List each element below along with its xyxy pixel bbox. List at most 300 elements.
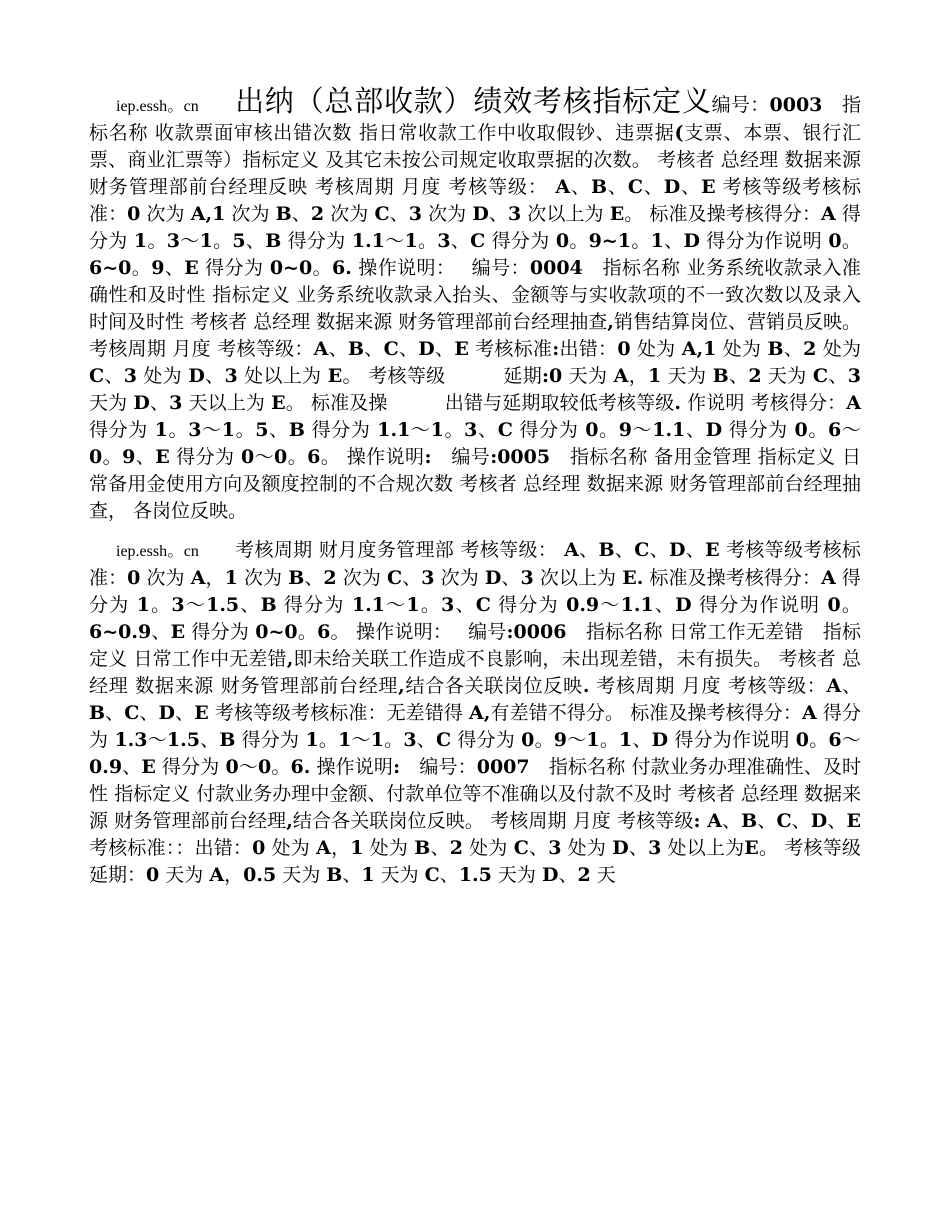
text-run: 、 bbox=[268, 419, 289, 441]
text-run: 1.1 bbox=[620, 594, 654, 616]
text-run: 、 bbox=[199, 729, 220, 751]
text-run: 1 bbox=[370, 729, 384, 751]
text-run: 2 bbox=[310, 203, 325, 225]
text-run: 、 bbox=[528, 837, 549, 859]
text-run: B bbox=[89, 702, 106, 724]
body-text bbox=[89, 539, 918, 886]
text-run: 。 bbox=[147, 230, 167, 252]
text-run: 操作说明： 编号： bbox=[351, 257, 530, 279]
text-run: 1 bbox=[404, 230, 418, 252]
text-run: 。 操作说明 bbox=[320, 446, 425, 468]
text-run: 1 bbox=[133, 230, 148, 252]
text-run: , bbox=[286, 648, 294, 670]
text-run: 。 bbox=[569, 230, 589, 252]
text-run: 。 标准及操考核得分： bbox=[624, 203, 822, 225]
text-run: 、 bbox=[607, 176, 628, 198]
text-run: C bbox=[89, 365, 105, 387]
text-run: 、 bbox=[105, 702, 125, 724]
text-run: :0 bbox=[542, 365, 563, 387]
text-run: 。 bbox=[419, 594, 442, 616]
text-run: E bbox=[184, 257, 199, 279]
text-run: 、 bbox=[728, 365, 749, 387]
text-run: 3 bbox=[464, 419, 478, 441]
text-run: 。 bbox=[131, 257, 152, 279]
text-run: 3 bbox=[408, 203, 422, 225]
text-run: 0 bbox=[795, 729, 810, 751]
text-run: 。 bbox=[807, 419, 829, 441]
text-run: 标准及操考核得分： bbox=[643, 567, 822, 589]
text-run: 、 bbox=[653, 594, 676, 616]
text-run: A bbox=[821, 567, 836, 589]
text-run: C bbox=[374, 203, 390, 225]
text-run: 3 bbox=[188, 419, 202, 441]
text-run: 0 bbox=[585, 419, 599, 441]
text-run: 、 bbox=[828, 365, 848, 387]
text-run: 、 bbox=[477, 419, 498, 441]
text-run: 5 bbox=[232, 230, 246, 252]
text-run: 0003 bbox=[769, 94, 823, 116]
text-run: E bbox=[609, 203, 625, 225]
text-run: 3 bbox=[224, 365, 238, 387]
text-run: C bbox=[124, 702, 140, 724]
text-run: 。 bbox=[102, 446, 123, 468]
text-run: C bbox=[475, 594, 491, 616]
text-run: . bbox=[674, 392, 681, 414]
text-run: 考核周期 财月度务管理部 考核等级： bbox=[234, 539, 558, 561]
text-run: 9~1 bbox=[588, 230, 632, 252]
text-run: 考核标准 bbox=[468, 338, 553, 360]
text-run: A,1 bbox=[681, 338, 717, 360]
text-run: A bbox=[209, 864, 225, 886]
text-run: 、 bbox=[827, 810, 847, 832]
text-run: . bbox=[582, 675, 590, 697]
text-run: 0007 bbox=[476, 756, 530, 778]
text-run: , bbox=[286, 810, 293, 832]
text-run: D bbox=[810, 810, 828, 832]
text-run: 1 bbox=[650, 230, 664, 252]
text-run: 。 bbox=[167, 419, 189, 441]
text-run: 、 bbox=[342, 864, 362, 886]
text-run: 出错： bbox=[559, 338, 618, 360]
text-run: E bbox=[454, 338, 469, 360]
text-run: E bbox=[701, 176, 716, 198]
text-run: 、 bbox=[434, 338, 455, 360]
text-run: E bbox=[846, 810, 861, 832]
text-run: 次为 bbox=[225, 203, 276, 225]
text-run: 6 bbox=[828, 729, 842, 751]
text-run: 天为 bbox=[562, 365, 614, 387]
text-run: ， bbox=[224, 864, 244, 886]
text-run: 0.9 bbox=[89, 756, 123, 778]
text-run: 2 bbox=[803, 338, 817, 360]
text-run: 处以上为 bbox=[661, 837, 745, 859]
text-run: 销售结算岗位、营销员反映。 考核周期 月度 考核等级： bbox=[89, 311, 861, 360]
text-run: 9 bbox=[122, 446, 136, 468]
text-run: 、 bbox=[402, 567, 422, 589]
text-run: D bbox=[705, 419, 723, 441]
text-run: 编号： bbox=[711, 94, 770, 116]
text-run: 9 bbox=[618, 419, 632, 441]
text-run: , bbox=[398, 675, 405, 697]
text-run: 指标名称 日常工作无差错 指标定义 日常工作中无差错 bbox=[89, 621, 861, 670]
text-run: 处为 bbox=[137, 365, 189, 387]
site-watermark: iep.essh。cn bbox=[116, 543, 199, 560]
text-run: D bbox=[651, 729, 669, 751]
text-run: 。 bbox=[840, 594, 861, 616]
text-run: ( bbox=[674, 122, 684, 144]
text-run: 、 bbox=[104, 365, 124, 387]
text-run: 、 bbox=[614, 539, 635, 561]
text-run: 得分为 bbox=[722, 419, 795, 441]
text-run: 5 bbox=[255, 419, 269, 441]
text-run: 、 bbox=[632, 729, 652, 751]
text-run: 处为 bbox=[630, 338, 682, 360]
text-run: B bbox=[275, 203, 292, 225]
text-run: 0 bbox=[828, 230, 842, 252]
text-run: 得分为 bbox=[512, 419, 586, 441]
text-run: 次为 bbox=[140, 203, 191, 225]
text-run: 3 bbox=[520, 567, 534, 589]
text-run: 次为 bbox=[324, 203, 375, 225]
text-run: 、 bbox=[685, 539, 706, 561]
text-run: 处为 bbox=[561, 837, 613, 859]
text-run: ～ bbox=[238, 756, 259, 778]
text-run: 次为 bbox=[421, 203, 473, 225]
text-run: 作说明 考核得分： bbox=[680, 392, 847, 414]
text-run: B bbox=[712, 365, 729, 387]
text-run: 0 bbox=[521, 729, 535, 751]
text-run: 考核周期 月度 考核等级： bbox=[589, 675, 827, 697]
text-run: 、 bbox=[501, 567, 521, 589]
text-run: 、 bbox=[578, 539, 599, 561]
text-run: C bbox=[424, 864, 440, 886]
text-run: 得分为 bbox=[276, 594, 352, 616]
text-run: 得分为 bbox=[198, 257, 270, 279]
text-run: 1.1 bbox=[351, 594, 385, 616]
text-run: E bbox=[170, 621, 186, 643]
text-run: 天为 bbox=[159, 864, 210, 886]
text-run: 1 bbox=[648, 365, 662, 387]
text-run: 。 bbox=[809, 729, 829, 751]
text-run: E bbox=[705, 539, 720, 561]
text-run: 次为 bbox=[434, 567, 485, 589]
text-run: 、 bbox=[151, 621, 171, 643]
text-run: 得分为作说明 bbox=[668, 729, 796, 751]
text-run: D bbox=[472, 203, 489, 225]
text-run: 、 bbox=[450, 230, 471, 252]
text-run: ～ bbox=[567, 729, 587, 751]
text-run: 天以上为 bbox=[182, 392, 272, 414]
text-run: 天为 bbox=[491, 864, 542, 886]
text-run: B bbox=[288, 419, 305, 441]
text-run: 2 bbox=[449, 837, 463, 859]
text-run: 3 bbox=[507, 203, 522, 225]
text-run: 。 标准及操 出错与延期取较低考核等级 bbox=[285, 392, 675, 414]
text-run: 。 bbox=[318, 729, 339, 751]
text-run: 1 bbox=[199, 230, 213, 252]
text-run: 1 bbox=[430, 419, 444, 441]
text-run: : bbox=[552, 338, 560, 360]
text-run: 得分为 bbox=[485, 230, 556, 252]
text-run: 。 考核等级 延期： bbox=[89, 837, 918, 886]
text-run: : A bbox=[693, 810, 722, 832]
text-run: 得分为 bbox=[304, 419, 378, 441]
text-run: 。 bbox=[841, 230, 861, 252]
text-run: 、 bbox=[291, 203, 311, 225]
text-run: A bbox=[826, 675, 842, 697]
text-run: A,1 bbox=[190, 203, 226, 225]
text-run: ～ bbox=[384, 230, 405, 252]
text-run: 0 bbox=[827, 594, 841, 616]
text-run: 指标名称 付款业务办理准确性、及时性 指标定义 付款业务办理中金额、付款单位等不准确以及付款不及时 考核者 总经理 数据来源 财务管理部前台经理 bbox=[89, 756, 861, 832]
text-run: 0 bbox=[240, 446, 255, 468]
text-run: ～ bbox=[254, 446, 275, 468]
text-run: 6 bbox=[317, 621, 331, 643]
text-run: 3 bbox=[441, 594, 455, 616]
text-run: 0 bbox=[225, 756, 239, 778]
text-run: 1.1 bbox=[652, 419, 686, 441]
text-run: B bbox=[414, 837, 431, 859]
text-run: 1 bbox=[154, 419, 168, 441]
text-run: 、 bbox=[245, 230, 266, 252]
text-run: C bbox=[776, 810, 792, 832]
text-run: ～ bbox=[201, 419, 222, 441]
text-run: E bbox=[194, 702, 209, 724]
text-run: 、 bbox=[649, 539, 669, 561]
text-run: 得分为 bbox=[235, 729, 306, 751]
text-run: 3 bbox=[403, 729, 417, 751]
text-run: 考核等级考核标准：无差错得 bbox=[208, 702, 470, 724]
text-run: 。 bbox=[212, 230, 233, 252]
text-run: ～ bbox=[631, 419, 653, 441]
text-run: ～ bbox=[351, 729, 371, 751]
text-run: D bbox=[133, 392, 150, 414]
text-run: 得分为 bbox=[185, 621, 256, 643]
text-run: 9 bbox=[151, 257, 165, 279]
text-run: D bbox=[484, 567, 502, 589]
text-run: 0 bbox=[274, 446, 288, 468]
text-run: C bbox=[812, 365, 829, 387]
text-run: C bbox=[627, 176, 643, 198]
text-run: B bbox=[265, 230, 282, 252]
text-run: 天为 bbox=[761, 365, 813, 387]
text-run: 1 bbox=[224, 567, 238, 589]
text-run: B bbox=[590, 176, 607, 198]
text-run: D bbox=[418, 338, 435, 360]
text-run: 、 bbox=[791, 810, 811, 832]
text-run: 3 bbox=[123, 365, 137, 387]
text-run: A bbox=[190, 567, 206, 589]
text-run: 得分为 bbox=[89, 419, 155, 441]
text-run: ， bbox=[628, 365, 649, 387]
text-run: 0 bbox=[127, 567, 141, 589]
site-watermark: iep.essh。cn bbox=[116, 98, 199, 115]
text-run: D bbox=[668, 539, 686, 561]
text-run: 3 bbox=[437, 230, 451, 252]
text-run: 次以上为 bbox=[533, 567, 623, 589]
text-run: 得分为 bbox=[169, 446, 241, 468]
text-run: 次以上为 bbox=[521, 203, 610, 225]
text-run: 、 bbox=[122, 756, 142, 778]
text-run: 。 bbox=[383, 729, 404, 751]
text-run: 编号： bbox=[400, 756, 477, 778]
text-run: 3 bbox=[847, 365, 861, 387]
text-run: 。 操作说明： 编号 bbox=[330, 621, 507, 643]
text-run: 0~0 bbox=[269, 257, 313, 279]
text-run: 得分为作说明 bbox=[691, 594, 828, 616]
text-run: D bbox=[663, 176, 681, 198]
text-run: 1 bbox=[619, 729, 633, 751]
text-run: :0005 bbox=[490, 446, 551, 468]
text-run: D bbox=[683, 230, 700, 252]
text-run: 0.9 bbox=[566, 594, 600, 616]
text-run: ～ bbox=[179, 230, 200, 252]
text-run: 处为 bbox=[363, 837, 415, 859]
text-run: 指标名称 备用金管理 指标定义 日常备用金使用方向及额度控制的不合规次数 考核者 总经理 数据来源 财务管理部前台经理抽查， 各岗位反映。 bbox=[89, 446, 861, 522]
text-run: 、 bbox=[685, 419, 706, 441]
text-run: 得分为 bbox=[89, 567, 861, 616]
text-run: A bbox=[801, 702, 817, 724]
text-run: 1 bbox=[338, 729, 352, 751]
text-run: :0006 bbox=[506, 621, 567, 643]
text-run: 2 bbox=[748, 365, 762, 387]
text-run: C bbox=[634, 539, 650, 561]
text-run: C bbox=[470, 230, 486, 252]
text-run: 、 bbox=[416, 729, 436, 751]
text-run: 。 bbox=[534, 729, 554, 751]
text-run: B bbox=[326, 864, 343, 886]
text-run: 1 bbox=[136, 594, 150, 616]
text-run: D bbox=[158, 702, 176, 724]
text-run: 、 bbox=[149, 392, 170, 414]
text-run: 0004 bbox=[529, 257, 583, 279]
text-run: 1.3 bbox=[114, 729, 148, 751]
text-run: 、 bbox=[642, 176, 664, 198]
text-run: 、 bbox=[783, 338, 804, 360]
text-run: 3 bbox=[169, 392, 183, 414]
text-run: 。 bbox=[599, 729, 620, 751]
text-run: 次为 bbox=[237, 567, 289, 589]
text-run: 考核等级考核标准： bbox=[89, 176, 861, 225]
page-title: 出纳（总部收款）绩效考核指标定义 bbox=[234, 84, 712, 118]
text-run: ～ bbox=[147, 729, 167, 751]
text-run: 考核标准：：出错： bbox=[89, 837, 253, 859]
text-run: B bbox=[288, 567, 305, 589]
text-run: 、 bbox=[488, 203, 508, 225]
text-run: 1.1 bbox=[377, 419, 411, 441]
text-run: ～ bbox=[184, 594, 207, 616]
text-run: 、 bbox=[135, 446, 156, 468]
text-run: 2 bbox=[323, 567, 337, 589]
text-run: 结合各关联岗位反映 bbox=[404, 675, 583, 697]
text-run: E bbox=[744, 837, 759, 859]
text-run: 、 bbox=[239, 594, 261, 616]
text-run: 、 bbox=[757, 810, 777, 832]
text-run: : bbox=[424, 446, 432, 468]
text-run: 得分为 bbox=[89, 203, 861, 252]
text-run: 天为 bbox=[89, 392, 134, 414]
text-run: 、 bbox=[364, 338, 384, 360]
text-run: B bbox=[347, 338, 365, 360]
text-run: 1 bbox=[221, 419, 235, 441]
text-run: B bbox=[219, 729, 236, 751]
text-run: C bbox=[383, 338, 399, 360]
text-run: 1.5 bbox=[206, 594, 240, 616]
text-run: 。 bbox=[443, 419, 465, 441]
paragraph-1 bbox=[89, 84, 861, 525]
text-run: D bbox=[541, 864, 559, 886]
text-run: ～ bbox=[410, 419, 431, 441]
text-run: 。 bbox=[417, 230, 438, 252]
text-run: 。 bbox=[287, 446, 308, 468]
text-run: 、 bbox=[439, 864, 459, 886]
text-run: 天 bbox=[590, 864, 616, 886]
text-run: 6. bbox=[332, 257, 352, 279]
text-run: 处为 bbox=[716, 338, 768, 360]
text-run: 。 bbox=[297, 621, 318, 643]
text-run: 、 bbox=[430, 837, 450, 859]
text-run: 。 bbox=[271, 756, 291, 778]
text-run: E bbox=[327, 365, 343, 387]
text-run: 1 bbox=[305, 729, 319, 751]
text-run: A bbox=[821, 203, 836, 225]
text-run: D bbox=[188, 365, 205, 387]
text-run: A bbox=[313, 338, 329, 360]
text-run: 0 bbox=[794, 419, 808, 441]
text-run: 1.5 bbox=[166, 729, 200, 751]
text-run: 6. bbox=[290, 756, 311, 778]
text-run: 1 bbox=[406, 594, 420, 616]
text-run: E bbox=[155, 446, 170, 468]
text-run: 支票、本票、银行汇票、商业汇票等）指标定义 及其它未按公司规定收取票据的次数。 考核者 总经理 数据来源 财务管理部前台经理反映 考核周期 月度 考核等级： bbox=[89, 122, 861, 198]
document-page bbox=[89, 84, 918, 889]
text-run: A, bbox=[469, 702, 491, 724]
text-run: C bbox=[497, 419, 513, 441]
text-run: 天为 bbox=[661, 365, 713, 387]
text-run: D bbox=[675, 594, 692, 616]
text-run: 9 bbox=[553, 729, 568, 751]
text-run: C bbox=[435, 729, 452, 751]
text-run: 0 bbox=[127, 203, 141, 225]
text-run: 6~0.9 bbox=[89, 621, 152, 643]
text-run: ～ bbox=[841, 729, 861, 751]
text-run: ～ bbox=[841, 419, 861, 441]
text-run: 得分为 bbox=[155, 756, 226, 778]
text-run: 0.5 bbox=[243, 864, 277, 886]
text-run: 天为 bbox=[374, 864, 425, 886]
text-run: 处以上为 bbox=[237, 365, 328, 387]
text-run: 结合各关联岗位反映。 考核周期 月度 考核等级 bbox=[292, 810, 694, 832]
text-run: 0~0 bbox=[255, 621, 298, 643]
text-run: 指标名称 业务系统收款录入准确性和及时性 指标定义 业务系统收款录入抬头、金额等与实收款项的不一致次数以及录入时间及时性 考核者 总经理 数据来源 财务管理部前台经理抽查 bbox=[89, 257, 861, 333]
text-run: 得分为 bbox=[490, 594, 567, 616]
text-run: : bbox=[393, 756, 401, 778]
text-run: 。 bbox=[312, 257, 333, 279]
text-run: 0 bbox=[252, 837, 266, 859]
text-run: B bbox=[598, 539, 615, 561]
text-run: C bbox=[513, 837, 529, 859]
text-run: 次为 bbox=[140, 567, 191, 589]
text-run: 、 bbox=[328, 338, 348, 360]
text-run: 。 bbox=[234, 419, 256, 441]
text-run: 6 bbox=[828, 419, 842, 441]
text-run: 、 bbox=[570, 176, 591, 198]
text-run: B bbox=[260, 594, 277, 616]
text-run: 。 bbox=[598, 419, 619, 441]
text-run: 天为 bbox=[276, 864, 327, 886]
text-run: 3 bbox=[421, 567, 435, 589]
text-run: 考核等级考核标准： bbox=[89, 539, 861, 589]
